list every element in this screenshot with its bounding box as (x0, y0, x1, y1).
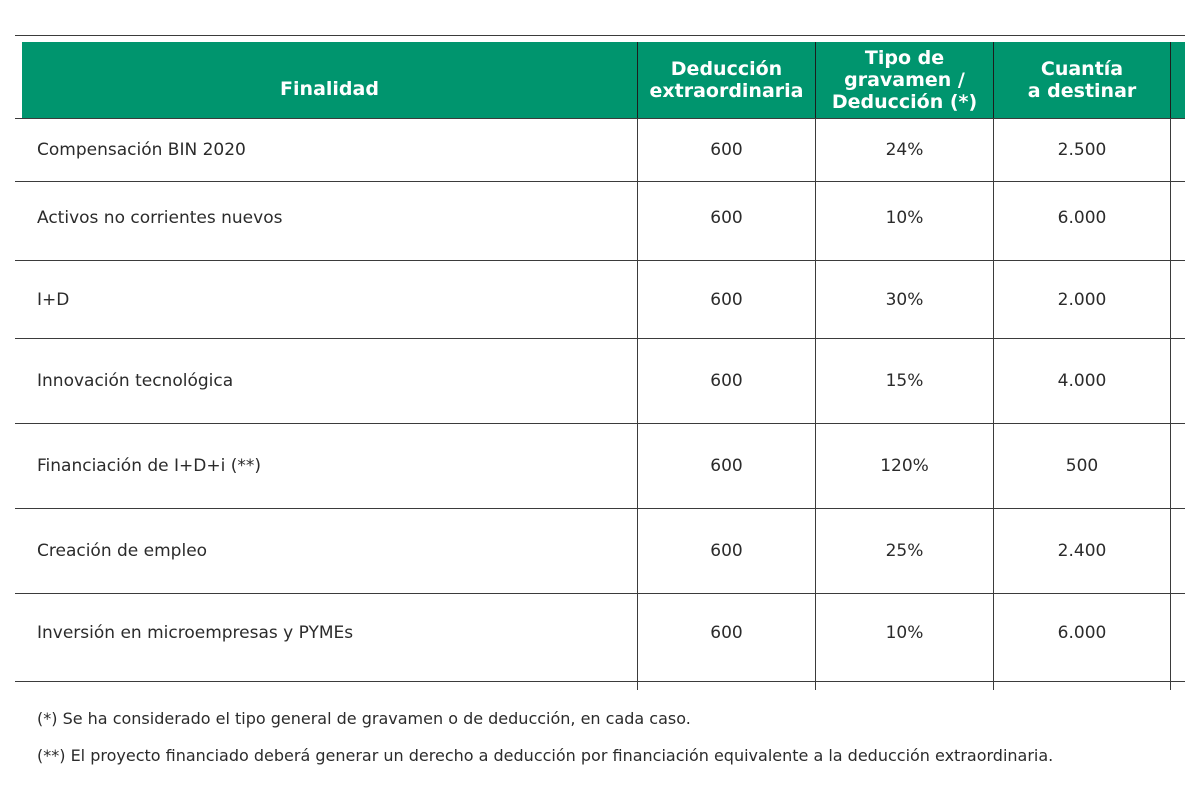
table-body (15, 118, 1185, 690)
table-row (15, 260, 1185, 338)
cell-cuantia: 2.000 (993, 261, 1171, 338)
cell-tipo: 24% (815, 119, 993, 181)
cell-deduccion: 600 (637, 261, 815, 338)
header-cuantia-line1: Cuantía (1040, 58, 1124, 80)
header-deduccion-line1: Deducción (670, 58, 783, 80)
cell-tipo: 10% (815, 594, 993, 681)
cell-finalidad: Creación de empleo (37, 541, 208, 561)
footnotes (37, 708, 1053, 782)
cell-tipo: 10% (815, 182, 993, 260)
cell-finalidad: Inversión en microempresas y PYMEs (37, 623, 354, 643)
header-tail (1171, 42, 1185, 118)
header-tipo-line3: Deducción (*) (831, 91, 978, 113)
cell-finalidad: I+D (37, 289, 70, 310)
cell-cuantia: 4.000 (993, 339, 1171, 423)
header-deduccion-line2: extraordinaria (649, 80, 804, 102)
cell-cuantia: 500 (993, 424, 1171, 508)
cell-cuantia: 2.400 (993, 509, 1171, 593)
cell-finalidad: Financiación de I+D+i (**) (37, 456, 262, 476)
table-header (22, 42, 1185, 118)
cell-finalidad: Compensación BIN 2020 (37, 140, 246, 160)
table-row (15, 593, 1185, 681)
header-tipo (815, 42, 993, 118)
table-row (15, 118, 1185, 181)
top-rule (15, 35, 1185, 36)
cell-tipo: 25% (815, 509, 993, 593)
cell-cuantia: 6.000 (993, 594, 1171, 681)
header-cuantia-line2: a destinar (1027, 80, 1137, 102)
table-row (15, 181, 1185, 260)
cell-deduccion: 600 (637, 182, 815, 260)
cell-cuantia: 6.000 (993, 182, 1171, 260)
cell-tipo: 15% (815, 339, 993, 423)
table-row (15, 508, 1185, 593)
table-row (15, 338, 1185, 423)
cell-finalidad: Activos no corrientes nuevos (37, 208, 283, 228)
cell-deduccion: 600 (637, 119, 815, 181)
table-row (15, 423, 1185, 508)
cell-cuantia: 2.500 (993, 119, 1171, 181)
table-bottom-rule (15, 681, 1185, 690)
header-tipo-line1: Tipo de (864, 47, 945, 69)
cell-finalidad: Innovación tecnológica (37, 371, 234, 391)
deductions-table (15, 42, 1185, 690)
header-finalidad: Finalidad (280, 78, 379, 100)
header-deduccion (637, 42, 815, 118)
header-tipo-line2: gravamen / (844, 69, 965, 91)
cell-tipo: 120% (815, 424, 993, 508)
cell-tipo: 30% (815, 261, 993, 338)
footnote-2: (**) El proyecto financiado deberá generar un derecho a deducción por financiación equivalente a la deducción extraordinaria. (37, 746, 1054, 765)
cell-deduccion: 600 (637, 594, 815, 681)
cell-deduccion: 600 (637, 509, 815, 593)
cell-deduccion: 600 (637, 424, 815, 508)
cell-deduccion: 600 (637, 339, 815, 423)
footnote-1: (*) Se ha considerado el tipo general de gravamen o de deducción, en cada caso. (37, 709, 691, 728)
header-cuantia (993, 42, 1171, 118)
